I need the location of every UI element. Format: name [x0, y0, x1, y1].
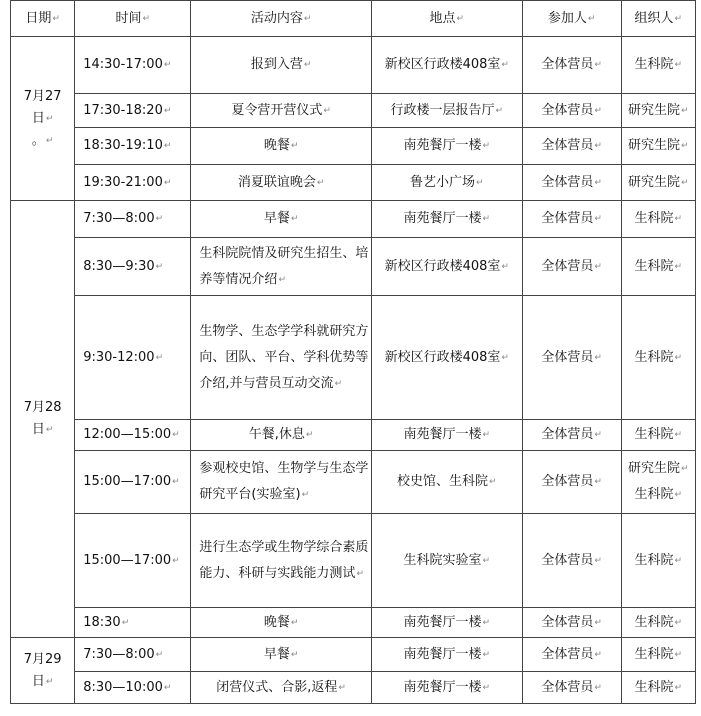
paragraph-mark-icon: ↵ [290, 617, 299, 628]
table-row [11, 608, 696, 638]
date-line: 日↵ [31, 110, 54, 126]
paragraph-mark-icon: ↵ [482, 555, 491, 566]
activity-cell: 晚餐↵ [191, 128, 371, 165]
schedule-table [10, 0, 696, 704]
table-row [11, 420, 696, 451]
organizer-cell [621, 672, 695, 704]
activity-cell: 午餐,休息↵ [191, 420, 371, 451]
header-organizer: 组织人↵ [621, 1, 695, 37]
paragraph-mark-icon: ↵ [681, 105, 689, 116]
organizer-name: 生科院↵ [634, 349, 683, 365]
paragraph-mark-icon: ↵ [290, 649, 299, 660]
paragraph-mark-icon: ↵ [501, 352, 509, 363]
paragraph-mark-icon: ↵ [45, 425, 54, 435]
participants-cell: 全体营员↵ [522, 238, 621, 296]
organizer-cell [621, 165, 695, 201]
location-cell: 行政楼一层报告厅↵ [371, 94, 522, 128]
organizer-name: 生科院↵ [634, 211, 683, 226]
organizer-name: 研究生院↵ [628, 461, 689, 476]
paragraph-mark-icon: ↵ [489, 477, 497, 487]
paragraph-mark-icon: ↵ [594, 141, 602, 151]
location-cell: 南苑餐厅一楼↵ [371, 672, 522, 704]
paragraph-mark-icon: ↵ [681, 177, 689, 188]
paragraph-mark-icon: ↵ [681, 464, 689, 474]
participants-cell: 全体营员↵ [522, 672, 621, 704]
table-row [11, 165, 696, 201]
paragraph-mark-icon: ↵ [594, 555, 602, 566]
table-row [11, 94, 696, 128]
paragraph-mark-icon: ↵ [674, 214, 683, 224]
organizer-cell [621, 238, 695, 296]
organizer-name: 生科院↵ [634, 258, 683, 274]
paragraph-mark-icon: ↵ [674, 649, 683, 660]
paragraph-mark-icon: ↵ [301, 490, 310, 500]
paragraph-mark-icon: ↵ [482, 617, 491, 628]
header-time: 时间↵ [75, 1, 191, 37]
participants-cell: 全体营员↵ [522, 638, 621, 672]
paragraph-mark-icon: ↵ [681, 141, 689, 151]
activity-cell: 晚餐↵ [191, 608, 371, 638]
header-activity: 活动内容↵ [191, 1, 371, 37]
organizer-cell [621, 638, 695, 672]
activity-cell: 进行生态学或生物学综合素质能力、科研与实践能力测试↵ [191, 514, 371, 608]
table-row [11, 128, 696, 165]
paragraph-mark-icon: ↵ [121, 617, 130, 628]
table-row [11, 514, 696, 608]
date-cell [11, 37, 75, 201]
participants-cell: 全体营员↵ [522, 296, 621, 420]
time-cell: 18:30-19:10↵ [75, 128, 191, 165]
activity-cell: 报到入营↵ [191, 37, 371, 94]
paragraph-mark-icon: ↵ [172, 477, 180, 487]
location-cell: 南苑餐厅一楼↵ [371, 420, 522, 451]
paragraph-mark-icon: ↵ [303, 60, 312, 70]
paragraph-mark-icon: ↵ [674, 555, 683, 566]
date-line: 7月28 [23, 400, 62, 415]
participants-cell: 全体营员↵ [522, 514, 621, 608]
organizer-name: 研究生院↵ [628, 138, 689, 153]
date-line: 日↵ [31, 673, 54, 689]
organizer-name: 生科院↵ [634, 552, 683, 568]
paragraph-mark-icon: ↵ [155, 214, 164, 224]
paragraph-mark-icon: ↵ [172, 430, 180, 440]
participants-cell: 全体营员↵ [522, 608, 621, 638]
table-row [11, 201, 696, 238]
activity-cell: 生科院院情及研究生招生、培养等情况介绍↵ [191, 238, 371, 296]
paragraph-mark-icon: ↵ [45, 113, 54, 124]
paragraph-mark-icon: ↵ [323, 105, 331, 116]
organizer-cell [621, 128, 695, 165]
time-cell: 15:00—17:00↵ [75, 451, 191, 514]
paragraph-mark-icon: ↵ [163, 177, 172, 188]
organizer-name: 研究生院↵ [628, 102, 689, 118]
paragraph-mark-icon: ↵ [594, 430, 602, 440]
organizer-name: 生科院↵ [634, 427, 683, 442]
organizer-cell [621, 451, 695, 514]
organizer-cell [621, 201, 695, 238]
paragraph-mark-icon: ↵ [45, 135, 54, 146]
paragraph-mark-icon: ↵ [334, 378, 343, 389]
date-cell [11, 201, 75, 638]
date-line: 7月27 [23, 88, 62, 104]
paragraph-mark-icon: ↵ [45, 676, 54, 687]
paragraph-mark-icon: ↵ [476, 177, 484, 188]
paragraph-mark-icon: ↵ [163, 141, 172, 151]
paragraph-mark-icon: ↵ [482, 649, 491, 660]
activity-cell: 早餐↵ [191, 638, 371, 672]
organizer-cell [621, 94, 695, 128]
organizer-cell [621, 420, 695, 451]
paragraph-mark-icon: ↵ [594, 477, 602, 487]
header-date: 日期↵ [11, 1, 75, 37]
paragraph-mark-icon: ↵ [501, 60, 509, 70]
table-row [11, 638, 696, 672]
paragraph-mark-icon: ↵ [594, 177, 602, 188]
paragraph-mark-icon: ↵ [674, 261, 683, 272]
date-line: 日↵ [31, 422, 54, 437]
time-cell: 12:00—15:00↵ [75, 420, 191, 451]
date-line: 7月29 [23, 651, 62, 667]
paragraph-mark-icon: ↵ [155, 352, 164, 363]
paragraph-mark-icon: ↵ [482, 682, 491, 693]
paragraph-mark-icon: ↵ [163, 682, 172, 693]
header-row [11, 1, 696, 37]
time-cell: 8:30—10:00↵ [75, 672, 191, 704]
paragraph-mark-icon: ↵ [674, 430, 683, 440]
paragraph-mark-icon: ↵ [674, 352, 683, 363]
date-line: 。↵ [31, 132, 54, 148]
paragraph-mark-icon: ↵ [482, 214, 491, 224]
time-cell: 7:30—8:00↵ [75, 201, 191, 238]
paragraph-mark-icon: ↵ [482, 141, 491, 151]
paragraph-mark-icon: ↵ [305, 430, 314, 440]
participants-cell: 全体营员↵ [522, 165, 621, 201]
date-cell [11, 638, 75, 704]
paragraph-mark-icon: ↵ [172, 555, 180, 566]
paragraph-mark-icon: ↵ [482, 430, 491, 440]
location-cell: 南苑餐厅一楼↵ [371, 128, 522, 165]
time-cell: 14:30-17:00↵ [75, 37, 191, 94]
location-cell: 鲁艺小广场↵ [371, 165, 522, 201]
paragraph-mark-icon: ↵ [356, 568, 364, 579]
time-cell: 15:00—17:00↵ [75, 514, 191, 608]
participants-cell: 全体营员↵ [522, 420, 621, 451]
time-cell: 8:30—9:30↵ [75, 238, 191, 296]
paragraph-mark-icon: ↵ [278, 274, 286, 285]
organizer-cell [621, 37, 695, 94]
participants-cell: 全体营员↵ [522, 201, 621, 238]
time-cell: 9:30-12:00↵ [75, 296, 191, 420]
header-location: 地点↵ [371, 1, 522, 37]
table-row [11, 296, 696, 420]
paragraph-mark-icon: ↵ [594, 261, 602, 272]
paragraph-mark-icon: ↵ [594, 60, 602, 70]
location-cell: 校史馆、生科院↵ [371, 451, 522, 514]
organizer-name: 生科院↵ [634, 646, 683, 662]
organizer-cell [621, 514, 695, 608]
table-row [11, 238, 696, 296]
paragraph-mark-icon: ↵ [163, 105, 172, 116]
paragraph-mark-icon: ↵ [594, 214, 602, 224]
organizer-cell [621, 608, 695, 638]
paragraph-mark-icon: ↵ [495, 105, 504, 116]
paragraph-mark-icon: ↵ [155, 261, 164, 272]
time-cell: 18:30↵ [75, 608, 191, 638]
paragraph-mark-icon: ↵ [338, 682, 346, 693]
participants-cell: 全体营员↵ [522, 451, 621, 514]
time-cell: 17:30-18:20↵ [75, 94, 191, 128]
paragraph-mark-icon: ↵ [594, 682, 602, 693]
participants-cell: 全体营员↵ [522, 128, 621, 165]
paragraph-mark-icon: ↵ [674, 490, 683, 500]
location-cell: 南苑餐厅一楼↵ [371, 638, 522, 672]
table-row [11, 451, 696, 514]
location-cell: 新校区行政楼408室↵ [371, 296, 522, 420]
activity-cell: 生物学、生态学学科就研究方向、团队、平台、学科优势等介绍,并与营员互动交流↵ [191, 296, 371, 420]
paragraph-mark-icon: ↵ [501, 261, 509, 272]
participants-cell: 全体营员↵ [522, 94, 621, 128]
location-cell: 新校区行政楼408室↵ [371, 238, 522, 296]
location-cell: 南苑餐厅一楼↵ [371, 608, 522, 638]
paragraph-mark-icon: ↵ [674, 60, 683, 70]
time-cell: 7:30—8:00↵ [75, 638, 191, 672]
organizer-cell [621, 296, 695, 420]
location-cell: 南苑餐厅一楼↵ [371, 201, 522, 238]
table-row [11, 672, 696, 704]
header-participants: 参加人↵ [522, 1, 621, 37]
paragraph-mark-icon: ↵ [594, 649, 602, 660]
organizer-name: 生科院↵ [634, 679, 683, 695]
paragraph-mark-icon: ↵ [155, 649, 164, 660]
paragraph-mark-icon: ↵ [674, 617, 683, 628]
participants-cell: 全体营员↵ [522, 37, 621, 94]
activity-cell: 早餐↵ [191, 201, 371, 238]
time-cell: 19:30-21:00↵ [75, 165, 191, 201]
paragraph-mark-icon: ↵ [163, 60, 172, 70]
activity-cell: 消夏联谊晚会↵ [191, 165, 371, 201]
organizer-name: 生科院↵ [634, 57, 683, 72]
paragraph-mark-icon: ↵ [594, 105, 602, 116]
paragraph-mark-icon: ↵ [316, 177, 325, 188]
paragraph-mark-icon: ↵ [594, 352, 602, 363]
paragraph-mark-icon: ↵ [594, 617, 602, 628]
organizer-name: 生科院↵ [634, 614, 683, 630]
paragraph-mark-icon: ↵ [290, 141, 299, 151]
activity-cell: 夏令营开营仪式↵ [191, 94, 371, 128]
activity-cell: 参观校史馆、生物学与生态学研究平台(实验室)↵ [191, 451, 371, 514]
paragraph-mark-icon: ↵ [674, 682, 683, 693]
table-row [11, 37, 696, 94]
organizer-name: 研究生院↵ [628, 174, 689, 190]
organizer-name: 生科院↵ [634, 487, 683, 502]
activity-cell: 闭营仪式、合影,返程↵ [191, 672, 371, 704]
location-cell: 新校区行政楼408室↵ [371, 37, 522, 94]
paragraph-mark-icon: ↵ [290, 214, 299, 224]
location-cell: 生科院实验室↵ [371, 514, 522, 608]
